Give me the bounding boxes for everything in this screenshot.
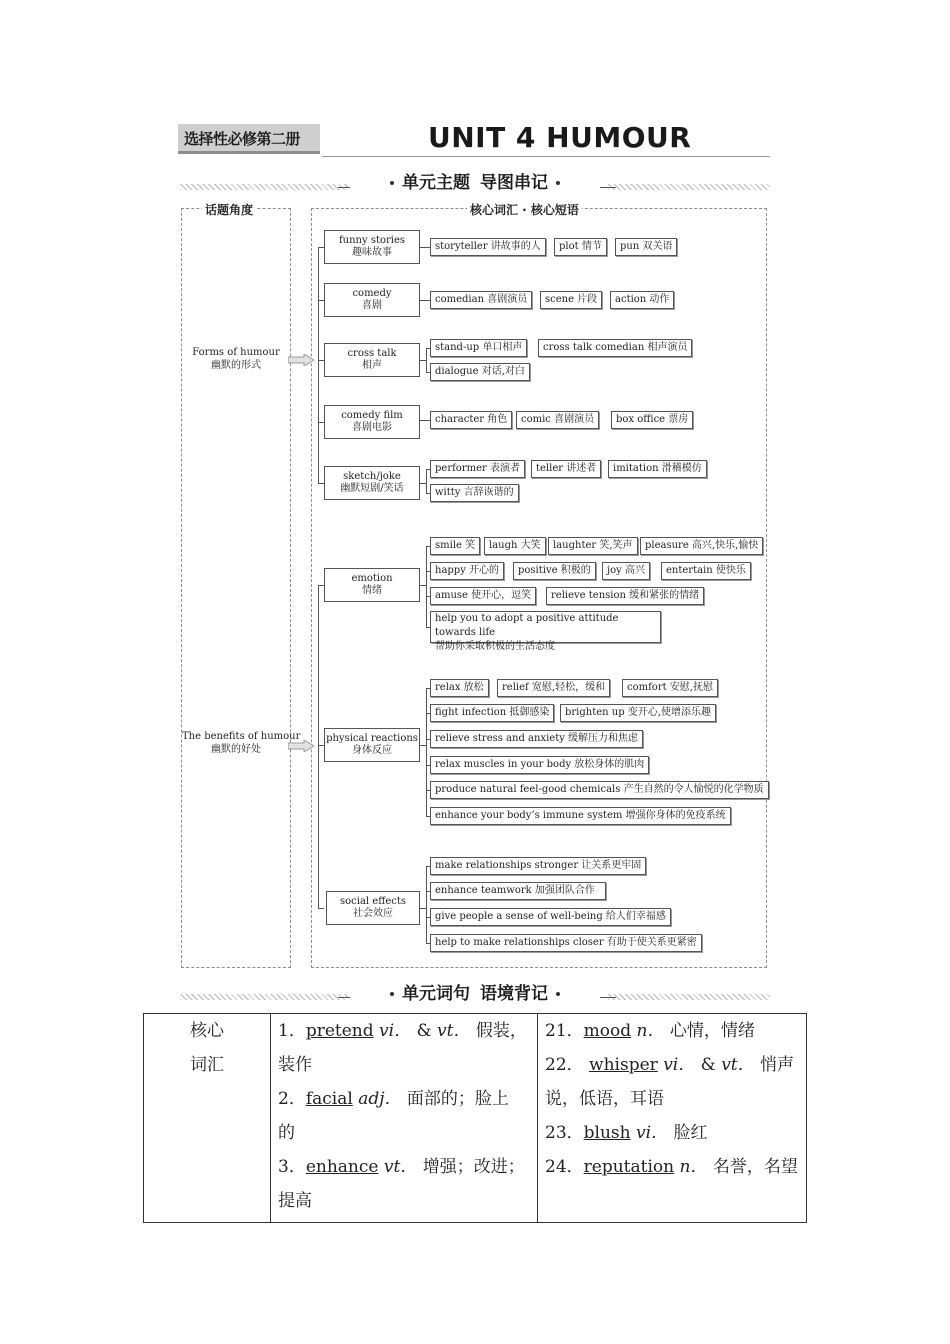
banner-hatch-right: [608, 994, 770, 1000]
entry-number: 23．: [545, 1123, 584, 1143]
category-zh: 趣味故事: [352, 247, 392, 258]
chip: comic 喜剧演员: [516, 411, 599, 429]
chip: joy 高兴: [602, 562, 650, 580]
chip: fight infection 抵御感染: [430, 704, 554, 722]
category-emotion: [324, 568, 420, 602]
category-comedy-film: [324, 405, 420, 439]
category-zh: 喜剧电影: [352, 422, 392, 433]
connector: [426, 866, 427, 943]
entry-meaning-cont: 装作: [278, 1055, 312, 1075]
vocab-col-2: [538, 1014, 807, 1223]
entry-number: 1．: [278, 1021, 306, 1041]
banner-dot: [556, 992, 560, 996]
vocab-entry-cont: [271, 1048, 537, 1082]
banner-hatch-left: [180, 184, 348, 190]
chip: pleasure 高兴,快乐,愉快: [640, 537, 763, 555]
chip: smile 笑: [430, 537, 480, 555]
category-en: physical reactions: [326, 733, 418, 744]
category-zh: 幽默短剧/笑话: [340, 483, 404, 494]
entry-meaning: 增强；改进；: [422, 1157, 525, 1177]
chip: pun 双关语: [615, 238, 677, 256]
chip: brighten up 变开心,使增添乐趣: [560, 704, 716, 722]
category-physical-reactions: [324, 728, 420, 762]
benefits-bracket: [318, 585, 319, 908]
chip: relax muscles in your body 放松身体的肌肉: [430, 756, 649, 774]
category-funny-stories: [324, 230, 420, 264]
entry-number: 22．: [545, 1055, 584, 1075]
category-en: sketch/joke: [343, 471, 401, 482]
category-social-effects: [326, 891, 420, 925]
chip: laughter 笑,笑声: [548, 537, 638, 555]
vocab-entry-cont: [538, 1082, 806, 1116]
banner-text-a: 单元主题: [402, 173, 470, 193]
angle-forms: [184, 346, 288, 372]
header-rule: [322, 156, 770, 157]
vocab-entry: [538, 1048, 806, 1082]
entry-amp: &: [411, 1021, 438, 1041]
mindmap-banner: [350, 168, 600, 193]
chip: entertain 使快乐: [661, 562, 751, 580]
chip: [430, 611, 661, 652]
chip: produce natural feel-good chemicals 产生自然的令人愉悦的化学物质: [430, 781, 769, 799]
entry-word: facial: [305, 1089, 353, 1109]
vocab-entry: [271, 1014, 537, 1048]
vocab-entry: [271, 1150, 537, 1184]
chip: comedian 喜剧演员: [430, 291, 532, 309]
chip: box office 票房: [611, 411, 693, 429]
book-tag: 选择性必修第二册: [178, 124, 320, 154]
vocab-entry-cont: [271, 1116, 537, 1150]
row-label-line2: 词汇: [190, 1055, 224, 1075]
angle-benefits-en: The benefits of humour: [182, 731, 301, 742]
arrow-forms-icon: [288, 354, 314, 366]
banner-text-a: 单元词句: [402, 984, 470, 1004]
entry-pos: vi．: [379, 1021, 412, 1041]
chip: imitation 滑稽模仿: [608, 460, 707, 478]
category-comedy: [324, 283, 420, 317]
chip: action 动作: [610, 291, 674, 309]
entry-meaning: 假装，: [475, 1021, 527, 1041]
connector: [318, 908, 324, 909]
chip: plot 情节: [554, 238, 607, 256]
chip: positive 积极的: [513, 562, 596, 580]
entry-pos2: vt．: [437, 1021, 471, 1041]
chip: happy 开心的: [430, 562, 504, 580]
vocab-entry: [538, 1116, 806, 1150]
chip: enhance teamwork 加强团队合作: [430, 882, 606, 900]
chip: scene 片段: [540, 291, 602, 309]
banner-hatch-right: [608, 184, 770, 190]
banner-text-b: 语境背记: [480, 984, 548, 1004]
row-label-cell: [144, 1014, 271, 1223]
entry-pos: n．: [679, 1157, 708, 1177]
forms-bracket: [318, 247, 319, 483]
category-zh: 情绪: [362, 585, 382, 596]
entry-meaning-cont: 提高: [278, 1191, 312, 1211]
category-cross-talk: [324, 343, 420, 377]
chip: character 角色: [430, 411, 512, 429]
vocab-panel-title: 核心词汇 · 核心短语: [467, 201, 582, 218]
entry-meaning: 名誉，名望: [712, 1157, 798, 1177]
category-zh: 喜剧: [362, 300, 382, 311]
entry-meaning: 脸红: [673, 1123, 708, 1143]
entry-meaning-cont: 的: [278, 1123, 295, 1143]
entry-pos: adj．: [358, 1089, 402, 1109]
vocab-entry: [271, 1082, 537, 1116]
entry-number: 21．: [545, 1021, 584, 1041]
chip: storyteller 讲故事的人: [430, 238, 546, 256]
chip: relief 宽慰,轻松，缓和: [497, 679, 610, 697]
entry-word: reputation: [583, 1157, 675, 1177]
chip: stand-up 单口相声: [430, 339, 527, 357]
category-en: cross talk: [347, 348, 397, 359]
entry-meaning-cont: 说，低语，耳语: [545, 1089, 664, 1109]
angle-benefits: [182, 730, 301, 756]
entry-meaning: 面部的；脸上: [406, 1089, 509, 1109]
category-en: funny stories: [338, 235, 406, 246]
entry-pos2: vt．: [721, 1055, 755, 1075]
entry-pos: n．: [636, 1021, 665, 1041]
connector: [426, 469, 427, 493]
connector: [426, 688, 427, 816]
category-en: comedy film: [341, 410, 403, 421]
entry-pos: vt．: [383, 1157, 418, 1177]
entry-pos: vi．: [636, 1123, 669, 1143]
banner-text-b: 导图串记: [480, 173, 548, 193]
category-sketch-joke: [324, 466, 420, 500]
chip: help to make relationships closer 有助于使关系更紧密: [430, 934, 702, 952]
chip: cross talk comedian 相声演员: [538, 339, 692, 357]
chip: comfort 安慰,抚慰: [622, 679, 718, 697]
chip-line-zh: 帮助你采取积极的生活态度: [435, 641, 555, 652]
angle-benefits-zh: 幽默的好处: [211, 744, 261, 755]
entry-word: pretend: [305, 1021, 374, 1041]
entry-meaning: 心情，情绪: [669, 1021, 755, 1041]
category-en: emotion: [351, 573, 393, 584]
entry-word: mood: [583, 1021, 632, 1041]
entry-amp: &: [695, 1055, 722, 1075]
entry-word: blush: [583, 1123, 631, 1143]
entry-meaning: 悄声: [760, 1055, 795, 1075]
table-row: [144, 1014, 807, 1223]
entry-word: enhance: [305, 1157, 379, 1177]
vocab-entry: [538, 1014, 806, 1048]
connector: [426, 348, 427, 372]
vocab-col-1: [271, 1014, 538, 1223]
chip: relax 放松: [430, 679, 489, 697]
vocab-entry-cont: [271, 1184, 537, 1222]
banner-dot: [556, 181, 560, 185]
chip: teller 讲述者: [531, 460, 601, 478]
entry-word: whisper: [589, 1055, 658, 1075]
chip: enhance your body’s immune system 增强你身体的免疫系统: [430, 807, 731, 825]
sentences-banner: [350, 979, 600, 1004]
chip: dialogue 对话,对白: [430, 363, 530, 381]
banner-hatch-left: [180, 994, 348, 1000]
angle-forms-en: Forms of humour: [192, 347, 280, 358]
chip-line-en: help you to adopt a positive attitude towards life: [435, 613, 619, 638]
angles-panel-title: 话题角度: [202, 201, 256, 218]
angles-panel: [181, 208, 301, 968]
category-zh: 身体反应: [352, 745, 392, 756]
category-en: social effects: [340, 896, 406, 907]
category-en: comedy: [352, 288, 392, 299]
chip: make relationships stronger 让关系更牢固: [430, 857, 646, 875]
unit-title: UNIT 4 HUMOUR: [428, 121, 692, 154]
angle-forms-zh: 幽默的形式: [211, 360, 261, 371]
entry-pos: vi．: [663, 1055, 696, 1075]
vocab-table: [143, 1013, 807, 1223]
entry-number: 3．: [278, 1157, 306, 1177]
row-label-line1: 核心: [190, 1021, 224, 1041]
entry-number: 24．: [545, 1157, 584, 1177]
chip: witty 言辞诙谐的: [430, 484, 519, 502]
connector: [426, 546, 427, 627]
chip: performer 表演者: [430, 460, 525, 478]
vocab-entry: [538, 1150, 806, 1184]
category-zh: 社会效应: [353, 908, 393, 919]
connector: [420, 420, 430, 421]
chip: relieve stress and anxiety 缓解压力和焦虑: [430, 730, 643, 748]
chip: amuse 使开心，逗笑: [430, 587, 536, 605]
category-zh: 相声: [362, 360, 382, 371]
chip: give people a sense of well-being 给人们幸福感: [430, 908, 671, 926]
arrow-benefits-icon: [288, 740, 314, 752]
connector: [420, 247, 430, 248]
entry-number: 2．: [278, 1089, 306, 1109]
banner-dot: [390, 992, 394, 996]
banner-dot: [390, 181, 394, 185]
connector: [420, 300, 430, 301]
chip: relieve tension 缓和紧张的情绪: [546, 587, 704, 605]
chip: laugh 大笑: [484, 537, 546, 555]
